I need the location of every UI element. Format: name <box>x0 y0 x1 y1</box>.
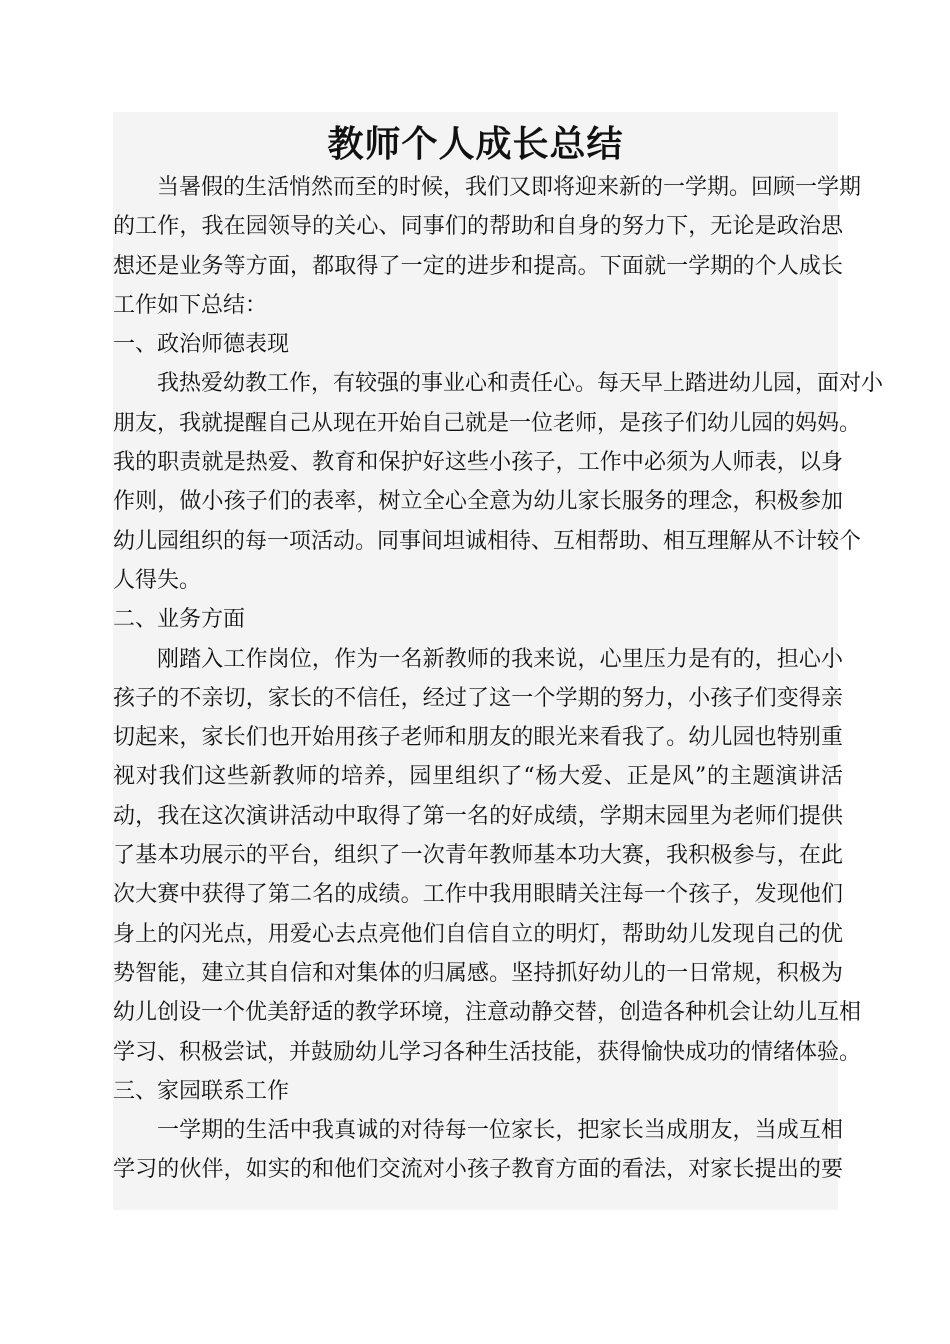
paragraph-line: 动，我在这次演讲活动中取得了第一名的好成绩，学期末园里为老师们提供 <box>113 803 843 829</box>
paragraph-line: 切起来，家长们也开始用孩子老师和朋友的眼光来看我了。幼儿园也特别重 <box>113 725 843 751</box>
paragraph-line: 想还是业务等方面，都取得了一定的进步和提高。下面就一学期的个人成长 <box>113 253 843 279</box>
paragraph-line: 人得失。 <box>113 567 202 593</box>
paragraph-line: 了基本功展示的平台，组织了一次青年教师基本功大赛，我积极参与，在此 <box>113 843 843 869</box>
paragraph-line: 势智能，建立其自信和对集体的归属感。坚持抓好幼儿的一日常规，积极为 <box>113 960 843 986</box>
paragraph-line: 学习的伙伴，如实的和他们交流对小孩子教育方面的看法，对家长提出的要 <box>113 1157 843 1183</box>
paragraph-line: 的工作，我在园领导的关心、同事们的帮助和自身的努力下，无论是政治思 <box>113 214 843 240</box>
paragraph-line: 幼儿创设一个优美舒适的教学环境，注意动静交替，创造各种机会让幼儿互相 <box>113 1000 862 1026</box>
paragraph-line: 学习、积极尝试，并鼓励幼儿学习各种生活技能，获得愉快成功的情绪体验。 <box>113 1039 862 1065</box>
paragraph-line: 刚踏入工作岗位，作为一名新教师的我来说，心里压力是有的，担心小 <box>157 646 843 672</box>
section-heading: 三、家园联系工作 <box>113 1078 290 1104</box>
paragraph-line: 一学期的生活中我真诚的对待每一位家长，把家长当成朋友，当成互相 <box>157 1118 843 1144</box>
document-body <box>113 168 884 1190</box>
paragraph-line: 当暑假的生活悄然而至的时候，我们又即将迎来新的一学期。回顾一学期 <box>157 175 862 200</box>
paragraph-line: 作则，做小孩子们的表率，树立全心全意为幼儿家长服务的理念，积极参加 <box>113 489 843 515</box>
paragraph-line: 幼儿园组织的每一项活动。同事间坦诚相待、互相帮助、相互理解从不计较个 <box>113 528 862 554</box>
paragraph-line: 视对我们这些新教师的培养，园里组织了“杨大爱、正是风”的主题演讲活 <box>113 764 843 790</box>
paragraph-line: 朋友，我就提醒自己从现在开始自己就是一位老师，是孩子们幼儿园的妈妈。 <box>113 410 862 436</box>
paragraph-line: 工作如下总结： <box>113 292 268 318</box>
section-heading: 一、政治师德表现 <box>113 332 290 358</box>
paragraph-line: 次大赛中获得了第二名的成绩。工作中我用眼睛关注每一个孩子，发现他们 <box>113 882 843 908</box>
paragraph-line: 我热爱幼教工作，有较强的事业心和责任心。每天早上踏进幼儿园，面对小 <box>157 371 884 397</box>
paragraph-line: 身上的闪光点，用爱心去点亮他们自信自立的明灯，帮助幼儿发现自己的优 <box>113 921 843 947</box>
page-title: 教师个人成长总结 <box>327 123 624 165</box>
paragraph-line: 孩子的不亲切，家长的不信任，经过了这一个学期的努力，小孩子们变得亲 <box>113 685 843 711</box>
section-heading: 二、业务方面 <box>113 607 246 633</box>
paragraph-line: 我的职责就是热爱、教育和保护好这些小孩子，工作中必须为人师表，以身 <box>113 450 843 476</box>
